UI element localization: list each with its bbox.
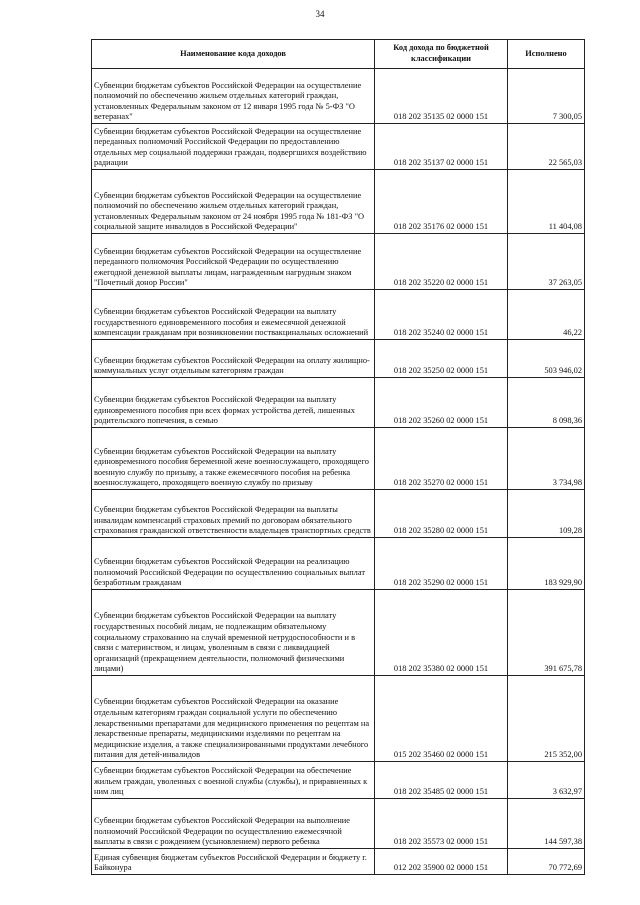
table-row (92, 340, 585, 378)
amount-cell: 46,22 (508, 290, 585, 340)
income-name-cell: Субвенции бюджетам субъектов Российской Федерации на осуществление полномочий по обеспечению жильем отдельных категорий граждан, установленных Федеральным законом от 12 января 1995 года № 5-ФЗ "О ветеранах" (92, 69, 375, 124)
income-code-cell: 018 202 35380 02 0000 151 (375, 590, 508, 676)
income-name-cell: Субвенции бюджетам субъектов Российской Федерации на оказание отдельным категориям граждан социальной услуги по обеспечению лекарственными препаратами для медицинского применения по рецептам на лекарственные препараты, медицинскими изделиями по рецептам на медицинские изделия, а также специализированными продуктами лечебного питания для детей-инвалидов (92, 676, 375, 762)
income-code-cell: 018 202 35260 02 0000 151 (375, 378, 508, 428)
table-row (92, 290, 585, 340)
header-income-code: Код дохода по бюджетной классификации (375, 40, 508, 69)
income-code-cell: 018 202 35240 02 0000 151 (375, 290, 508, 340)
income-name-cell: Субвенции бюджетам субъектов Российской Федерации на выплаты инвалидам компенсаций страховых премий по договорам обязательного страхования гражданской ответственности владельцев транспортных средств (92, 490, 375, 538)
amount-cell: 37 263,05 (508, 234, 585, 290)
income-name-cell: Субвенции бюджетам субъектов Российской Федерации на обеспечение жильем граждан, уволенных с военной службы (службы), и приравненных к ним лиц (92, 762, 375, 799)
amount-cell: 22 565,03 (508, 124, 585, 170)
income-name-cell: Субвенции бюджетам субъектов Российской Федерации на осуществление переданных полномочий Российской Федерации по предоставлению отдельных мер социальной поддержки граждан, подвергшихся воздействию радиации (92, 124, 375, 170)
income-name-cell: Субвенции бюджетам субъектов Российской Федерации на выплату государственных пособий лицам, не подлежащим обязательному социальному страхованию на случай временной нетрудоспособности и в связи с материнством, и лицам, уволенным в связи с ликвидацией организаций (прекращением деятельности, полномочий физическими лицами) (92, 590, 375, 676)
header-executed: Исполнено (508, 40, 585, 69)
revenue-table (91, 39, 585, 875)
table-row (92, 762, 585, 799)
income-code-cell: 018 202 35220 02 0000 151 (375, 234, 508, 290)
income-code-cell: 015 202 35460 02 0000 151 (375, 676, 508, 762)
amount-cell: 109,28 (508, 490, 585, 538)
amount-cell: 144 597,38 (508, 799, 585, 849)
income-code-cell: 018 202 35270 02 0000 151 (375, 428, 508, 490)
income-code-cell: 018 202 35280 02 0000 151 (375, 490, 508, 538)
income-name-cell: Субвенции бюджетам субъектов Российской Федерации на выплату государственного единовременного пособия и ежемесячной денежной компенсации гражданам при возникновении поствакцинальных осложнений (92, 290, 375, 340)
amount-cell: 3 734,98 (508, 428, 585, 490)
table-row (92, 799, 585, 849)
table-row (92, 676, 585, 762)
income-name-cell: Субвенции бюджетам субъектов Российской Федерации на осуществление переданного полномочия Российской Федерации по осуществлению ежегодной денежной выплаты лицам, награжденным нагрудным знаком "Почетный донор России" (92, 234, 375, 290)
header-income-name: Наименование кода доходов (92, 40, 375, 69)
amount-cell: 183 929,90 (508, 538, 585, 590)
table-row (92, 124, 585, 170)
income-code-cell: 018 202 35290 02 0000 151 (375, 538, 508, 590)
table-row (92, 428, 585, 490)
income-name-cell: Единая субвенция бюджетам субъектов Российской Федерации и бюджету г. Байконура (92, 849, 375, 875)
table-row (92, 849, 585, 875)
table-row (92, 590, 585, 676)
table-row (92, 378, 585, 428)
income-code-cell: 018 202 35135 02 0000 151 (375, 69, 508, 124)
income-code-cell: 018 202 35250 02 0000 151 (375, 340, 508, 378)
income-name-cell: Субвенции бюджетам субъектов Российской Федерации на реализацию полномочий Российской Федерации по осуществлению социальных выплат безработным гражданам (92, 538, 375, 590)
table-row (92, 490, 585, 538)
income-name-cell: Субвенции бюджетам субъектов Российской Федерации на выплату единовременного пособия при всех формах устройства детей, лишенных родительского попечения, в семью (92, 378, 375, 428)
income-name-cell: Субвенции бюджетам субъектов Российской Федерации на оплату жилищно-коммунальных услуг отдельным категориям граждан (92, 340, 375, 378)
income-name-cell: Субвенции бюджетам субъектов Российской Федерации на выплату единовременного пособия беременной жене военнослужащего, проходящего военную службу по призыву, а также ежемесячного пособия на ребенка военнослужащего, проходящего военную службу по призыву (92, 428, 375, 490)
income-code-cell: 018 202 35573 02 0000 151 (375, 799, 508, 849)
income-name-cell: Субвенции бюджетам субъектов Российской Федерации на осуществление полномочий по обеспечению жильем отдельных категорий граждан, установленных Федеральным законом от 24 ноября 1995 года № 181-ФЗ "О социальной защите инвалидов в Российской Федерации" (92, 170, 375, 234)
amount-cell: 215 352,00 (508, 676, 585, 762)
income-code-cell: 018 202 35485 02 0000 151 (375, 762, 508, 799)
income-code-cell: 012 202 35900 02 0000 151 (375, 849, 508, 875)
table-row (92, 234, 585, 290)
amount-cell: 8 098,36 (508, 378, 585, 428)
income-code-cell: 018 202 35176 02 0000 151 (375, 170, 508, 234)
amount-cell: 7 300,05 (508, 69, 585, 124)
table-row (92, 538, 585, 590)
amount-cell: 3 632,97 (508, 762, 585, 799)
table-row (92, 170, 585, 234)
income-code-cell: 018 202 35137 02 0000 151 (375, 124, 508, 170)
amount-cell: 391 675,78 (508, 590, 585, 676)
income-name-cell: Субвенции бюджетам субъектов Российской Федерации на выполнение полномочий Российской Федерации по осуществлению ежемесячной выплаты в связи с рождением (усыновлением) первого ребенка (92, 799, 375, 849)
amount-cell: 503 946,02 (508, 340, 585, 378)
table-header-row (92, 40, 585, 69)
amount-cell: 11 404,08 (508, 170, 585, 234)
amount-cell: 70 772,69 (508, 849, 585, 875)
table-row (92, 69, 585, 124)
page-number: 34 (315, 9, 325, 19)
